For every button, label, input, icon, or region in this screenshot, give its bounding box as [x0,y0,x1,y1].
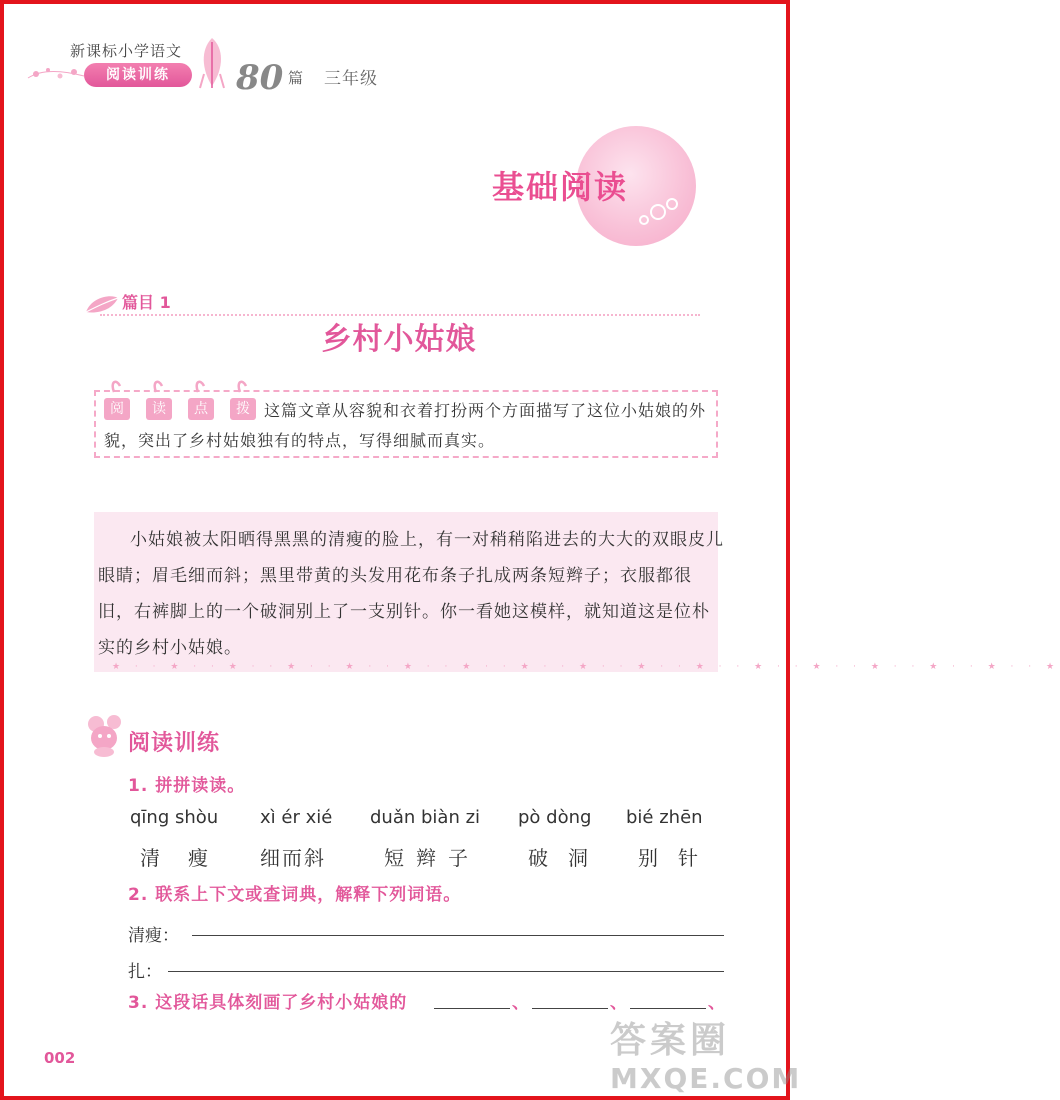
hanzi: 别针 [638,846,718,870]
hanzi: 短辫子 [384,846,480,870]
answer-blank[interactable] [630,1008,706,1009]
article-title: 乡村小姑娘 [321,322,477,357]
star-divider: ★ · · ★ · · ★ · · ★ · · ★ · · ★ · · ★ · · ★ · · ★ · · ★ · · ★ · · ★ · · ★ · · ★ · · ★ · · ★ · · ★ [112,662,1060,672]
pinyin: qīng shòu [130,807,219,828]
reading-tip-text: 这篇文章从容貌和衣着打扮两个方面描写了这位小姑娘的外貌，突出了乡村姑娘独有的特点，写得细腻而真实。 [104,401,707,450]
section-title: 基础阅读 [492,168,629,206]
series-title: 新课标小学语文 [70,42,183,60]
passage-text: 小姑娘被太阳晒得黑黑的清瘦的脸上，有一对稍稍陷进去的大大的双眼皮儿眼睛；眉毛细而斜；黑里带黄的头发用花布条子扎成两条短辫子；衣服都很旧，右裤脚上的一个破洞别上了一支别针。你一看她这模样，就知道这是位朴实的乡村小姑娘。 [98,530,724,658]
answer-blank[interactable] [168,971,724,972]
tip-head-char: 读 [146,398,172,420]
article-count: 80 [236,58,284,98]
answer-blank[interactable] [434,1008,510,1009]
feather-icon [194,34,230,90]
pinyin: duǎn biàn zi [370,807,481,828]
term-label: 扎： [128,962,162,982]
answer-blank[interactable] [532,1008,608,1009]
term-label: 清瘦： [128,926,179,946]
question-1-label: 1. 拼拼读读。 [128,776,246,796]
grade-label: 三年级 [324,69,378,89]
question-3-label: 3. 这段话具体刻画了乡村小姑娘的 [128,993,408,1013]
separator: 、 [610,993,628,1013]
hanzi: 细而斜 [260,846,326,870]
article-count-unit: 篇 [288,69,304,87]
watermark: 答案圈 [610,1020,731,1061]
page-number: 002 [44,1049,76,1067]
pinyin: bié zhēn [626,807,703,828]
training-title: 阅读训练 [128,731,221,756]
separator: 、 [512,993,530,1013]
tip-head-char: 拨 [230,398,256,420]
bunny-ears-icon [108,376,258,392]
tip-head-char: 阅 [104,398,130,420]
separator: 、 [708,993,726,1013]
hanzi: 清瘦 [140,846,236,870]
question-2-label: 2. 联系上下文或查词典，解释下列词语。 [128,885,462,905]
mouse-mascot-icon [82,712,126,758]
flower-vine-icon [26,62,86,84]
leaf-icon [84,292,120,316]
answer-blank[interactable] [192,935,724,936]
pinyin: xì ér xié [260,807,333,828]
hanzi: 破洞 [528,846,608,870]
article-label: 篇目 1 [122,293,171,312]
bubbles-icon [628,194,684,234]
pinyin: pò dòng [518,807,592,828]
watermark-url: MXQE.COM [610,1062,802,1095]
tip-head-char: 点 [188,398,214,420]
series-subtitle-badge: 阅读训练 [84,63,192,87]
